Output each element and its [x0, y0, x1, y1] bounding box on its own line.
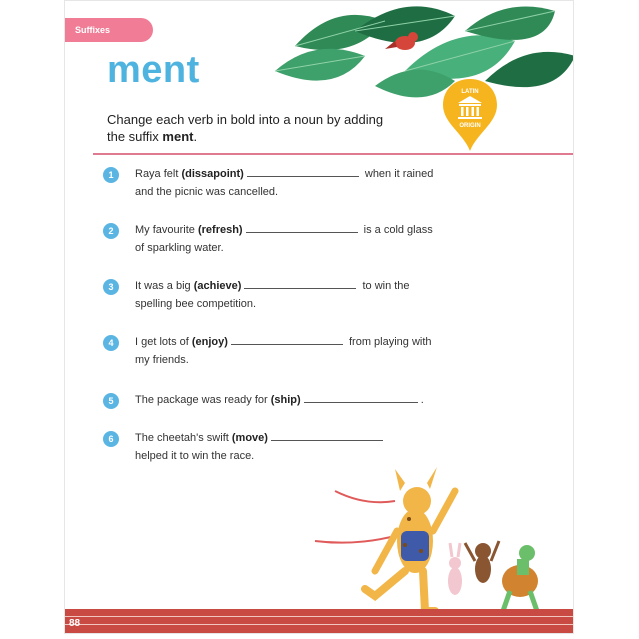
monkey-icon [465, 541, 499, 583]
section-tag: Suffixes [65, 18, 153, 42]
bunny-icon [448, 543, 462, 595]
question-number: 3 [103, 279, 119, 295]
answer-blank[interactable] [271, 429, 383, 441]
answer-blank[interactable] [246, 221, 358, 233]
page-number: 88 [69, 618, 81, 629]
question-number: 2 [103, 223, 119, 239]
divider [93, 153, 574, 155]
race-illustration [305, 461, 565, 621]
leaves-illustration [255, 1, 574, 111]
question-number: 1 [103, 167, 119, 183]
turtle-icon [502, 545, 538, 611]
answer-blank[interactable] [247, 165, 359, 177]
question-number: 4 [103, 335, 119, 351]
svg-text:LATIN: LATIN [461, 89, 479, 95]
svg-text:ORIGIN: ORIGIN [459, 123, 481, 129]
running-track [65, 609, 574, 633]
answer-blank[interactable] [231, 333, 343, 345]
instruction-text: Change each verb in bold into a noun by adding the suffix ment. [107, 112, 384, 144]
latin-origin-badge [441, 77, 499, 153]
answer-blank[interactable] [244, 277, 356, 289]
page-title: ment [107, 49, 200, 91]
question-number: 6 [103, 431, 119, 447]
answer-blank[interactable] [304, 391, 418, 403]
question-number: 5 [103, 393, 119, 409]
worksheet: Suffixes ment LATIN ORIGIN Change each verb in bold into a noun by adding the suffix ment. 1 Raya felt (dissapoint) when it rained and the picnic was cancelled. 2 My favourite (refresh) is a cold glass of sparkling water. 3 It was a big (achieve) to win the spelling bee competition. 4 I get lots of (enjoy) from playing with my friends. 5 The package was ready for (ship) . 6 The cheetah's swift (move) helped it to win the race. 88 [64, 0, 574, 634]
